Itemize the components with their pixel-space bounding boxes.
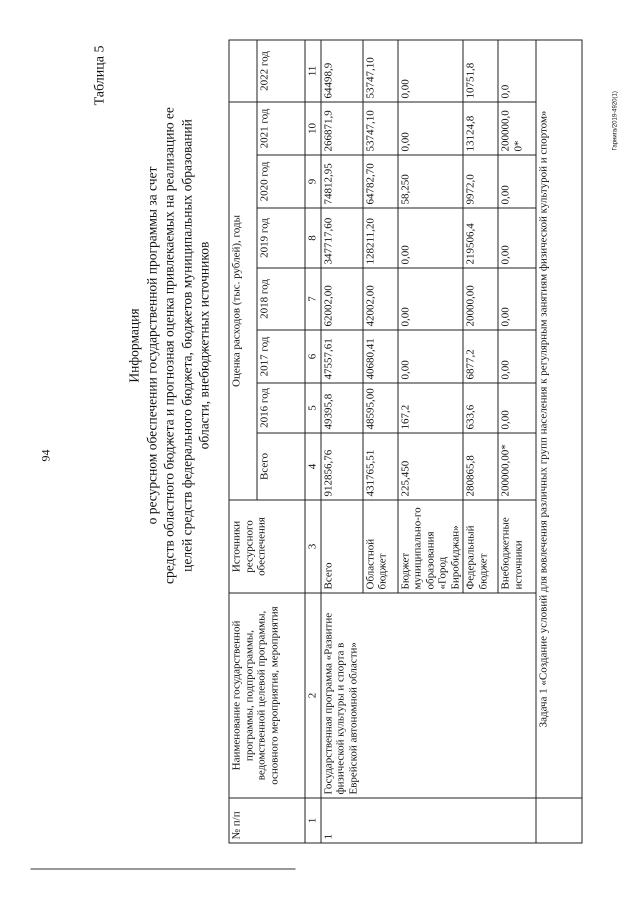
- column-number: 3: [305, 500, 321, 593]
- value-cell: 64498,9: [320, 40, 362, 102]
- value-cell: 74812,95: [320, 155, 362, 208]
- table-row: [320, 40, 362, 843]
- value-cell: 0,00: [498, 383, 536, 433]
- footer-code: Гарнига/2019-4920(1): [612, 90, 618, 150]
- source-cell: Всего: [320, 500, 362, 593]
- header-year: 2022 год: [257, 40, 305, 102]
- source-cell: Внебюджетные источники: [498, 500, 536, 593]
- value-cell: 0,00: [397, 102, 463, 155]
- value-cell: 40680,41: [362, 330, 397, 383]
- value-cell: 128211,20: [362, 208, 397, 268]
- column-number: 5: [305, 383, 321, 433]
- value-cell: 347717,60: [320, 208, 362, 268]
- value-cell: 167,2: [397, 383, 463, 433]
- value-cell: 0,00: [498, 330, 536, 383]
- task-num-cell: [536, 798, 582, 843]
- task-row: Задача 1 «Создание условий для вовлечения различных групп населения к регулярным занятиям физической культурой и спортом»: [536, 40, 582, 798]
- separator-line: [30, 868, 295, 869]
- value-cell: 58,250: [397, 155, 463, 208]
- header-num: № п/п: [229, 798, 305, 843]
- value-cell: 0,00: [498, 155, 536, 208]
- title-line: о ресурсном обеспечении государственной программы за счет: [143, 166, 159, 524]
- program-num: 1: [320, 798, 536, 843]
- title-line: целей средств федерального бюджета, бюджетов муниципальных образований: [178, 118, 194, 572]
- value-cell: 9972,0: [463, 155, 498, 208]
- header-year: 2021 год: [257, 102, 305, 155]
- program-name: Государственная программа «Развитие физической культуры и спорта в Еврейской автономной области»: [320, 593, 536, 798]
- value-cell: 20000,00: [463, 268, 498, 330]
- value-cell: 225,450: [397, 433, 463, 500]
- title-line: области, внебюджетных источников: [196, 241, 211, 449]
- value-cell: 13124,8: [463, 102, 498, 155]
- value-cell: 633,6: [463, 383, 498, 433]
- value-cell: 42002,00: [362, 268, 397, 330]
- value-cell: 10751,8: [463, 40, 498, 102]
- column-number: 4: [305, 433, 321, 500]
- value-cell: 6877,2: [463, 330, 498, 383]
- header-year: 2019 год: [257, 208, 305, 268]
- value-cell: 912856,76: [320, 433, 362, 500]
- value-cell: 280865,8: [463, 433, 498, 500]
- header-name: Наименование государственной программы, подпрограммы, ведомственной целевой программы, основного мероприятия, мероприятия: [229, 593, 305, 798]
- column-number: 1: [305, 798, 321, 843]
- header-year: Всего: [257, 433, 305, 500]
- value-cell: 47557,61: [320, 330, 362, 383]
- value-cell: 0,00: [397, 268, 463, 330]
- value-cell: 0,00: [397, 208, 463, 268]
- value-cell: 219506,4: [463, 208, 498, 268]
- value-cell: 62002,00: [320, 268, 362, 330]
- column-number: 8: [305, 208, 321, 268]
- value-cell: 200000,00*: [498, 433, 536, 500]
- column-number: 7: [305, 268, 321, 330]
- title-line: средств областного бюджета и прогнозная оценка привлекаемых на реализацию ее: [161, 106, 176, 584]
- header-year: 2016 год: [257, 383, 305, 433]
- source-cell: Бюджет муниципально-го образования «Город Биробиджан»: [397, 500, 463, 593]
- title-line: Информация: [126, 307, 141, 383]
- header-empty: [229, 40, 257, 102]
- column-number: 10: [305, 102, 321, 155]
- value-cell: 0,00: [498, 268, 536, 330]
- column-number: 11: [305, 40, 321, 102]
- column-number: 9: [305, 155, 321, 208]
- value-cell: 200000,00*: [498, 102, 536, 155]
- value-cell: 0,00: [397, 40, 463, 102]
- column-number: 6: [305, 330, 321, 383]
- value-cell: 64782,70: [362, 155, 397, 208]
- value-cell: 49395,8: [320, 383, 362, 433]
- value-cell: 0,00: [498, 208, 536, 268]
- page-number: 94: [38, 449, 52, 461]
- header-year: 2018 год: [257, 268, 305, 330]
- resource-table: [228, 39, 582, 843]
- value-cell: 0,0: [498, 40, 536, 102]
- source-cell: Федеральный бюджет: [463, 500, 498, 593]
- table-label: Таблица 5: [92, 45, 107, 105]
- header-sources: Источники ресурсного обеспечения: [229, 500, 305, 593]
- column-number: 2: [305, 593, 321, 798]
- document-title: [125, 0, 213, 745]
- header-year: 2017 год: [257, 330, 305, 383]
- value-cell: 431765,51: [362, 433, 397, 500]
- value-cell: 0,00: [397, 330, 463, 383]
- value-cell: 48595,00: [362, 383, 397, 433]
- value-cell: 53747,10: [362, 102, 397, 155]
- header-year: 2020 год: [257, 155, 305, 208]
- value-cell: 53747,10: [362, 40, 397, 102]
- source-cell: Областной бюджет: [362, 500, 397, 593]
- header-estimate: Оценка расходов (тыс. рублей), годы: [229, 102, 257, 500]
- value-cell: 266871,9: [320, 102, 362, 155]
